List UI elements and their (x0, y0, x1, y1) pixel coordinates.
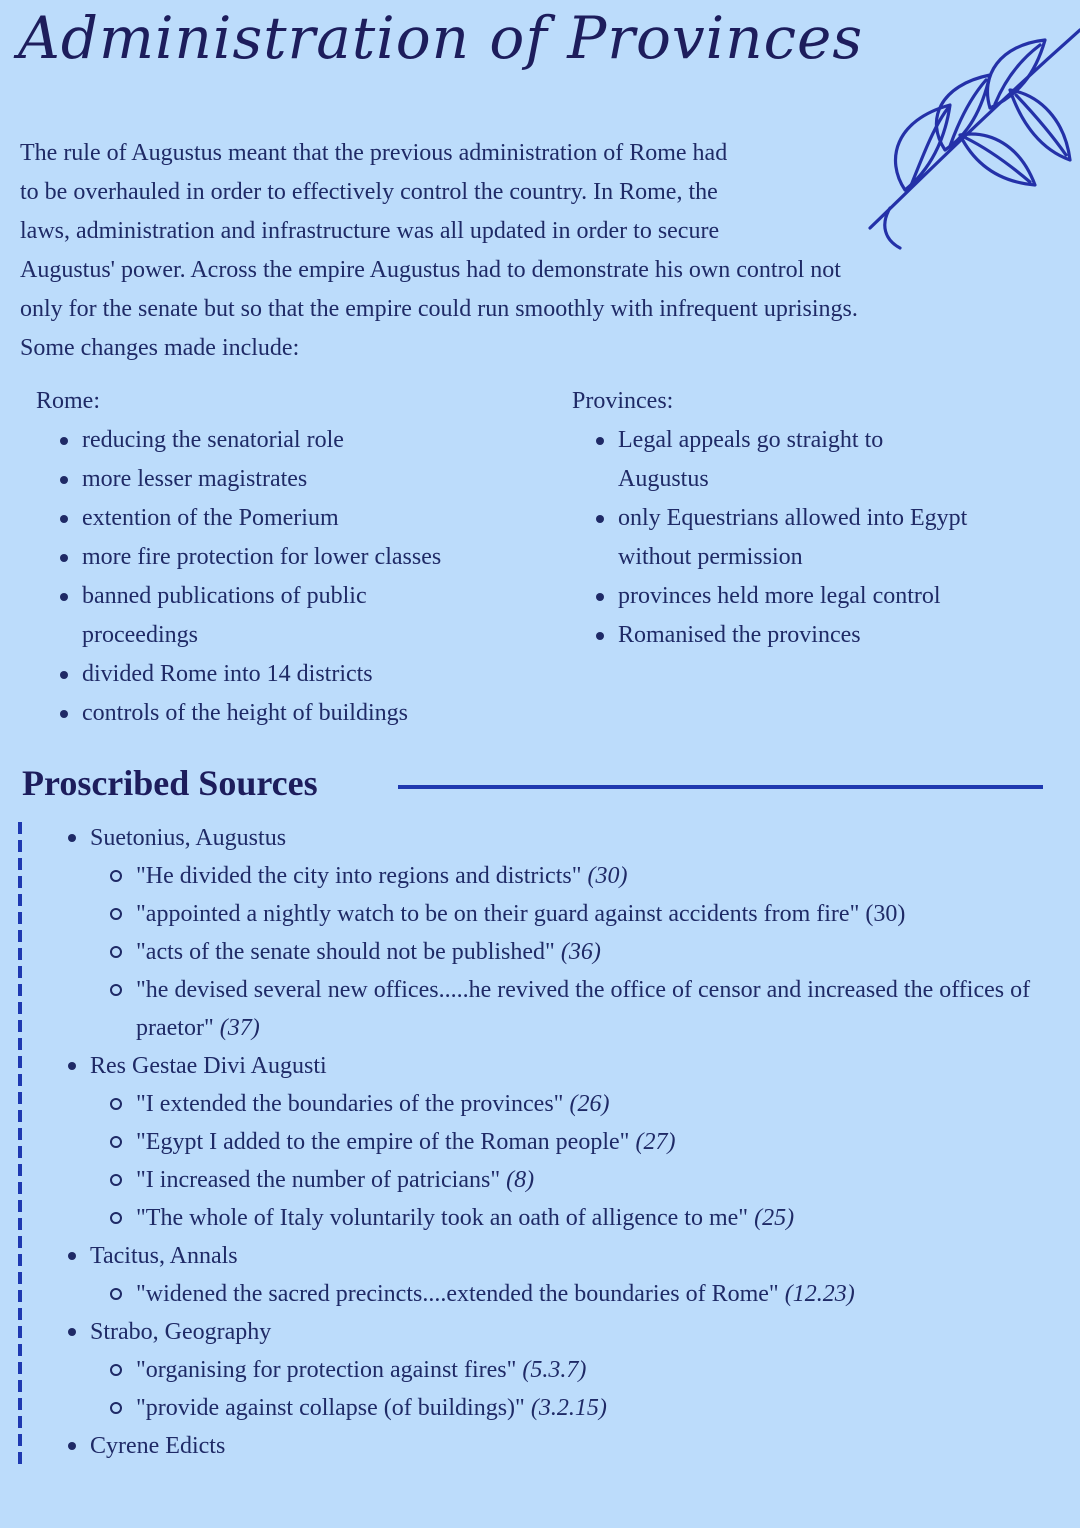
list-item: controls of the height of buildings (82, 694, 536, 733)
quote-text: "The whole of Italy voluntarily took an oath of alligence to me" (136, 1205, 749, 1231)
heading-divider (398, 785, 1043, 789)
intro-line: to be overhauled in order to effectively control the country. In Rome, the (20, 179, 718, 205)
source-item (90, 1237, 1050, 1313)
quote-item (136, 1085, 1050, 1123)
quote-text: "he devised several new offices.....he revived the office of censor and increased the offices of praetor" (136, 977, 1031, 1041)
quote-list (90, 1085, 1050, 1237)
quote-text: "organising for protection against fires" (136, 1357, 517, 1383)
quote-reference: (25) (754, 1205, 795, 1231)
quote-reference: (36) (560, 939, 601, 965)
quote-item (136, 895, 1050, 933)
page-title: Administration of Provinces (18, 4, 864, 72)
quote-text: "widened the sacred precincts....extended the boundaries of Rome" (136, 1281, 779, 1307)
sources-list (90, 819, 1050, 1465)
rome-heading: Rome: (36, 388, 100, 414)
list-item: Romanised the provinces (618, 616, 1032, 655)
list-item: extention of the Pomerium (82, 499, 536, 538)
list-item: more lesser magistrates (82, 460, 536, 499)
source-item (90, 1047, 1050, 1237)
provinces-changes-list (572, 421, 1032, 655)
quote-item (136, 1389, 1050, 1427)
source-item (90, 819, 1050, 1047)
quote-reference: (3.2.15) (530, 1395, 607, 1421)
quote-text: "He divided the city into regions and districts" (136, 863, 582, 889)
list-item: only Equestrians allowed into Egypt without permission (618, 499, 1018, 577)
quote-reference: (12.23) (784, 1281, 855, 1307)
quote-reference: (30) (865, 901, 906, 927)
source-item (90, 1313, 1050, 1427)
source-name: Suetonius, Augustus (90, 825, 287, 851)
list-item: Legal appeals go straight to Augustus (618, 421, 938, 499)
quote-reference: (8) (506, 1167, 535, 1193)
quote-item (136, 933, 1050, 971)
list-item: divided Rome into 14 districts (82, 655, 536, 694)
quote-list (90, 1275, 1050, 1313)
quote-item (136, 971, 1050, 1047)
intro-paragraph (20, 134, 1020, 368)
quote-reference: (27) (635, 1129, 676, 1155)
quote-reference: (5.3.7) (522, 1357, 587, 1383)
quote-item (136, 1351, 1050, 1389)
quote-reference: (30) (587, 863, 628, 889)
list-item: more fire protection for lower classes (82, 538, 536, 577)
quote-list (90, 857, 1050, 1047)
source-name: Cyrene Edicts (90, 1433, 226, 1459)
rome-changes-list (36, 421, 536, 733)
dashed-rail-divider (18, 822, 22, 1470)
quote-list (90, 1351, 1050, 1427)
quote-reference: (26) (569, 1091, 610, 1117)
source-name: Strabo, Geography (90, 1319, 272, 1345)
list-item: banned publications of public proceedings (82, 577, 422, 655)
rome-changes-column (36, 382, 536, 733)
quote-text: "provide against collapse (of buildings)" (136, 1395, 525, 1421)
intro-line: The rule of Augustus meant that the previous administration of Rome had (20, 140, 728, 166)
source-name: Res Gestae Divi Augusti (90, 1053, 327, 1079)
quote-item (136, 1275, 1050, 1313)
quote-text: "appointed a nightly watch to be on their guard against accidents from fire" (136, 901, 860, 927)
quote-item (136, 1123, 1050, 1161)
list-item: reducing the senatorial role (82, 421, 536, 460)
quote-item (136, 857, 1050, 895)
quote-reference: (37) (219, 1015, 260, 1041)
quote-text: "Egypt I added to the empire of the Roman people" (136, 1129, 630, 1155)
intro-line: Augustus' power. Across the empire Augustus had to demonstrate his own control not (20, 257, 841, 283)
quote-text: "I extended the boundaries of the provinces" (136, 1091, 564, 1117)
intro-line: Some changes made include: (20, 335, 300, 361)
quote-item (136, 1161, 1050, 1199)
intro-line: laws, administration and infrastructure was all updated in order to secure (20, 218, 720, 244)
intro-line: only for the senate but so that the empire could run smoothly with infrequent uprisings. (20, 296, 858, 322)
quote-item (136, 1199, 1050, 1237)
sources-heading: Proscribed Sources (22, 763, 318, 803)
list-item: provinces held more legal control (618, 577, 1032, 616)
quote-text: "I increased the number of patricians" (136, 1167, 501, 1193)
source-name: Tacitus, Annals (90, 1243, 238, 1269)
source-item (90, 1427, 1050, 1465)
quote-text: "acts of the senate should not be published" (136, 939, 555, 965)
provinces-changes-column (572, 382, 1032, 655)
provinces-heading: Provinces: (572, 388, 674, 414)
